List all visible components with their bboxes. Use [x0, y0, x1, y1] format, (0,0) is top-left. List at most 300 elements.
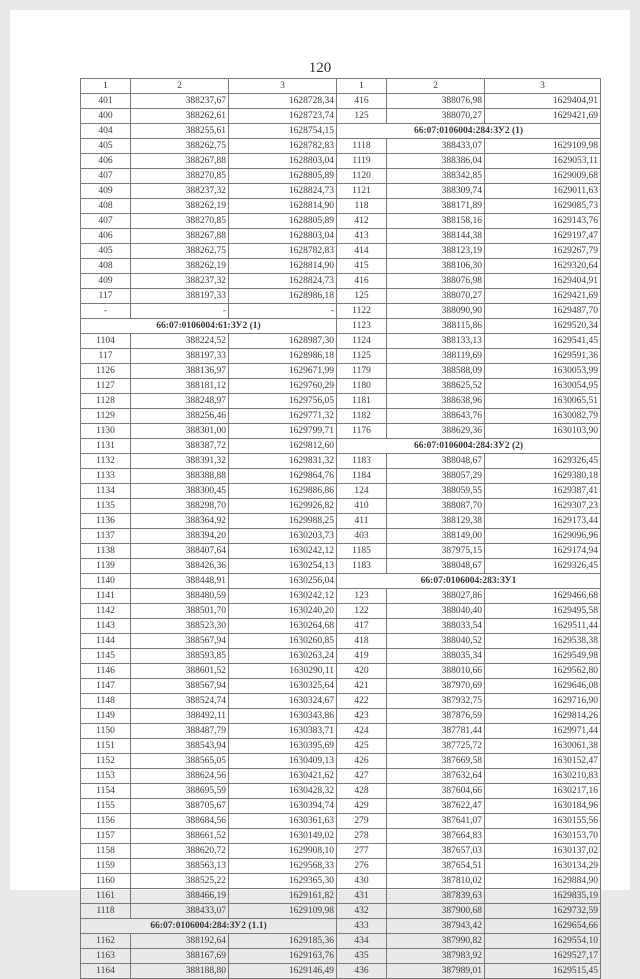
coord-y: 1630361,63 — [229, 814, 337, 829]
point-number: 403 — [337, 529, 387, 544]
point-number: 1182 — [337, 409, 387, 424]
point-number: 1159 — [81, 859, 131, 874]
point-number: 420 — [337, 664, 387, 679]
coord-x: 388192,64 — [131, 934, 229, 949]
coord-x: 388237,32 — [131, 184, 229, 199]
point-number: 1176 — [337, 424, 387, 439]
coord-y: 1629831,32 — [229, 454, 337, 469]
coord-y: 1629326,45 — [485, 454, 601, 469]
coord-x: 388076,98 — [387, 94, 485, 109]
coord-y: 1629511,44 — [485, 619, 601, 634]
coord-y: 1628805,89 — [229, 169, 337, 184]
coord-y: 1629404,91 — [485, 274, 601, 289]
point-number: 1145 — [81, 649, 131, 664]
coord-x: 388256,46 — [131, 409, 229, 424]
point-number: 1184 — [337, 469, 387, 484]
coord-x: 388629,36 — [387, 424, 485, 439]
coord-y: 1629771,32 — [229, 409, 337, 424]
coord-x: 388643,76 — [387, 409, 485, 424]
coord-x: 388115,86 — [387, 319, 485, 334]
coord-x: 388059,55 — [387, 484, 485, 499]
point-number: 1161 — [81, 889, 131, 904]
coord-x: 388188,80 — [131, 964, 229, 979]
point-number: 278 — [337, 829, 387, 844]
coord-y: 1629926,82 — [229, 499, 337, 514]
coord-x: - — [131, 304, 229, 319]
table-row — [81, 889, 601, 904]
coord-x: 388248,97 — [131, 394, 229, 409]
point-number: 1132 — [81, 454, 131, 469]
table-row — [81, 454, 601, 469]
point-number: 425 — [337, 739, 387, 754]
coord-x: 388040,40 — [387, 604, 485, 619]
coord-y: 1630383,71 — [229, 724, 337, 739]
coord-x: 387839,63 — [387, 889, 485, 904]
point-number: 1118 — [81, 904, 131, 919]
coord-y: 1630395,69 — [229, 739, 337, 754]
section-heading: 66:07:0106004:284:ЗУ2 (1) — [337, 124, 601, 139]
coord-y: 1630053,99 — [485, 364, 601, 379]
point-number: 406 — [81, 229, 131, 244]
coord-y: 1630137,02 — [485, 844, 601, 859]
coord-x: 388624,56 — [131, 769, 229, 784]
coord-y: 1629161,82 — [229, 889, 337, 904]
coord-y: 1628803,04 — [229, 154, 337, 169]
coord-x: 388237,32 — [131, 274, 229, 289]
point-number: 1140 — [81, 574, 131, 589]
point-number: 418 — [337, 634, 387, 649]
coord-y: 1630242,12 — [229, 589, 337, 604]
coord-x: 388048,67 — [387, 454, 485, 469]
point-number: 433 — [337, 919, 387, 934]
table-row — [81, 784, 601, 799]
coord-x: 388567,94 — [131, 634, 229, 649]
point-number: 400 — [81, 109, 131, 124]
coord-x: 387641,07 — [387, 814, 485, 829]
coord-y: 1629365,30 — [229, 874, 337, 889]
coord-x: 388588,09 — [387, 364, 485, 379]
coord-x: 387725,72 — [387, 739, 485, 754]
table-row — [81, 109, 601, 124]
point-number: 413 — [337, 229, 387, 244]
coord-y: 1629380,18 — [485, 469, 601, 484]
coord-x: 387900,68 — [387, 904, 485, 919]
table-row — [81, 124, 601, 139]
coord-x: 388262,19 — [131, 199, 229, 214]
coord-x: 388300,45 — [131, 484, 229, 499]
table-row — [81, 154, 601, 169]
coord-x: 388262,75 — [131, 244, 229, 259]
coord-y: 1629760,29 — [229, 379, 337, 394]
coord-x: 388601,52 — [131, 664, 229, 679]
coord-y: 1629908,10 — [229, 844, 337, 859]
coord-x: 388262,19 — [131, 259, 229, 274]
coord-x: 388466,19 — [131, 889, 229, 904]
point-number: 435 — [337, 949, 387, 964]
point-number: 434 — [337, 934, 387, 949]
point-number: 407 — [81, 169, 131, 184]
coord-x: 388076,98 — [387, 274, 485, 289]
table-row — [81, 139, 601, 154]
coord-y: 1630065,51 — [485, 394, 601, 409]
coord-x: 388087,70 — [387, 499, 485, 514]
coord-y: 1629421,69 — [485, 109, 601, 124]
coord-y: 1629307,23 — [485, 499, 601, 514]
coord-x: 388119,69 — [387, 349, 485, 364]
coord-y: 1630217,16 — [485, 784, 601, 799]
coord-y: 1628723,74 — [229, 109, 337, 124]
coord-y: 1630203,73 — [229, 529, 337, 544]
coord-y: 1630134,29 — [485, 859, 601, 874]
document-page — [10, 10, 630, 976]
coord-y: 1629554,10 — [485, 934, 601, 949]
coord-x: 388123,19 — [387, 244, 485, 259]
point-number: 1118 — [337, 139, 387, 154]
coord-x: 388262,61 — [131, 109, 229, 124]
table-row — [81, 214, 601, 229]
coord-y: 1630409,13 — [229, 754, 337, 769]
coord-x: 388695,59 — [131, 784, 229, 799]
coord-y: 1628986,18 — [229, 349, 337, 364]
table-row — [81, 829, 601, 844]
point-number: 401 — [81, 94, 131, 109]
coord-x: 388638,96 — [387, 394, 485, 409]
table-row — [81, 304, 601, 319]
coord-y: 1629421,69 — [485, 289, 601, 304]
coord-x: 388407,64 — [131, 544, 229, 559]
table-row — [81, 274, 601, 289]
coord-x: 388661,52 — [131, 829, 229, 844]
point-number: 1129 — [81, 409, 131, 424]
coord-x: 388224,52 — [131, 334, 229, 349]
coord-x: 387932,75 — [387, 694, 485, 709]
coord-y: 1630324,67 — [229, 694, 337, 709]
table-row — [81, 634, 601, 649]
point-number: 1183 — [337, 454, 387, 469]
point-number: 429 — [337, 799, 387, 814]
coord-y: 1630184,96 — [485, 799, 601, 814]
point-number: 423 — [337, 709, 387, 724]
coord-x: 388133,13 — [387, 334, 485, 349]
coord-x: 387664,83 — [387, 829, 485, 844]
coord-x: 388149,00 — [387, 529, 485, 544]
point-number: 1183 — [337, 559, 387, 574]
point-number: 1158 — [81, 844, 131, 859]
coord-y: 1629646,08 — [485, 679, 601, 694]
coord-y: 1628805,89 — [229, 214, 337, 229]
coord-x: 388033,54 — [387, 619, 485, 634]
table-row — [81, 934, 601, 949]
table-row — [81, 349, 601, 364]
coord-y: 1629562,80 — [485, 664, 601, 679]
table-row — [81, 544, 601, 559]
point-number: 422 — [337, 694, 387, 709]
point-number: 1162 — [81, 934, 131, 949]
point-number: 408 — [81, 259, 131, 274]
coord-y: 1629812,60 — [229, 439, 337, 454]
point-number: 1104 — [81, 334, 131, 349]
point-number: 1152 — [81, 754, 131, 769]
coord-x: 387657,03 — [387, 844, 485, 859]
page-number: 120 — [308, 60, 332, 76]
point-number: 405 — [81, 139, 131, 154]
section-heading: 66:07:0106004:284:ЗУ2 (2) — [337, 439, 601, 454]
point-number: 1128 — [81, 394, 131, 409]
coord-y: 1629835,19 — [485, 889, 601, 904]
coord-y: 1629520,34 — [485, 319, 601, 334]
coord-y: 1629864,76 — [229, 469, 337, 484]
coord-x: 388480,59 — [131, 589, 229, 604]
point-number: 424 — [337, 724, 387, 739]
table-row — [81, 769, 601, 784]
coord-y: 1630254,13 — [229, 559, 337, 574]
table-row — [81, 919, 601, 934]
table-row — [81, 334, 601, 349]
table-row — [81, 379, 601, 394]
point-number: 1133 — [81, 469, 131, 484]
point-number: 124 — [337, 484, 387, 499]
coord-y: 1628814,90 — [229, 199, 337, 214]
coord-y: 1628782,83 — [229, 244, 337, 259]
coord-x: 388524,74 — [131, 694, 229, 709]
point-number: 1180 — [337, 379, 387, 394]
coord-x: 388593,85 — [131, 649, 229, 664]
point-number: 1157 — [81, 829, 131, 844]
table-row — [81, 484, 601, 499]
point-number: 279 — [337, 814, 387, 829]
coord-x: 388684,56 — [131, 814, 229, 829]
coord-y: 1630103,90 — [485, 424, 601, 439]
coord-x: 388298,70 — [131, 499, 229, 514]
point-number: 421 — [337, 679, 387, 694]
point-number: 1185 — [337, 544, 387, 559]
point-number: 1160 — [81, 874, 131, 889]
coord-y: 1629466,68 — [485, 589, 601, 604]
coord-y: 1630256,04 — [229, 574, 337, 589]
coord-x: 388448,91 — [131, 574, 229, 589]
coord-x: 388565,05 — [131, 754, 229, 769]
coord-y: 1630394,74 — [229, 799, 337, 814]
coord-x: 388035,34 — [387, 649, 485, 664]
table-row — [81, 709, 601, 724]
coord-x: 388563,13 — [131, 859, 229, 874]
coord-y: 1629011,63 — [485, 184, 601, 199]
table-row — [81, 964, 601, 979]
point-number: 117 — [81, 289, 131, 304]
table-row — [81, 814, 601, 829]
coord-y: 1629799,71 — [229, 424, 337, 439]
coord-y: 1629716,90 — [485, 694, 601, 709]
coord-x: 388309,74 — [387, 184, 485, 199]
coord-y: 1629326,45 — [485, 559, 601, 574]
table-row — [81, 514, 601, 529]
point-number: 1139 — [81, 559, 131, 574]
coord-y: 1628814,90 — [229, 259, 337, 274]
coord-x: 388255,61 — [131, 124, 229, 139]
coord-y: 1629884,90 — [485, 874, 601, 889]
coord-x: 388262,75 — [131, 139, 229, 154]
coord-y: 1629568,33 — [229, 859, 337, 874]
coord-y: 1630240,20 — [229, 604, 337, 619]
table-row — [81, 559, 601, 574]
coord-y: 1628782,83 — [229, 139, 337, 154]
point-number: 427 — [337, 769, 387, 784]
point-number: 412 — [337, 214, 387, 229]
coord-x: 388270,85 — [131, 214, 229, 229]
point-number: 1163 — [81, 949, 131, 964]
coord-y: 1629495,58 — [485, 604, 601, 619]
point-number: 1141 — [81, 589, 131, 604]
coord-x: 388523,30 — [131, 619, 229, 634]
table-row — [81, 499, 601, 514]
point-number: 416 — [337, 94, 387, 109]
coord-y: 1629538,38 — [485, 634, 601, 649]
coord-y: 1630325,64 — [229, 679, 337, 694]
table-row — [81, 844, 601, 859]
point-number: - — [81, 304, 131, 319]
coord-y: 1629654,66 — [485, 919, 601, 934]
point-number: 410 — [337, 499, 387, 514]
coord-x: 388426,36 — [131, 559, 229, 574]
table-row — [81, 424, 601, 439]
coord-x: 388144,38 — [387, 229, 485, 244]
point-number: 1121 — [337, 184, 387, 199]
coord-x: 388501,70 — [131, 604, 229, 619]
point-number: 1135 — [81, 499, 131, 514]
table-row — [81, 364, 601, 379]
point-number: 404 — [81, 124, 131, 139]
coord-x: 388090,90 — [387, 304, 485, 319]
coord-y: 1629732,59 — [485, 904, 601, 919]
coord-y: 1629053,11 — [485, 154, 601, 169]
point-number: 122 — [337, 604, 387, 619]
point-number: 1134 — [81, 484, 131, 499]
coord-x: 388267,88 — [131, 229, 229, 244]
coord-x: 388167,69 — [131, 949, 229, 964]
column-header: 2 — [387, 79, 485, 94]
coord-y: 1629487,70 — [485, 304, 601, 319]
point-number: 1147 — [81, 679, 131, 694]
point-number: 414 — [337, 244, 387, 259]
column-header: 2 — [131, 79, 229, 94]
coord-y: 1629527,17 — [485, 949, 601, 964]
column-header: 3 — [229, 79, 337, 94]
table-row — [81, 229, 601, 244]
coord-y: 1629541,45 — [485, 334, 601, 349]
point-number: 1125 — [337, 349, 387, 364]
coordinates-table-body — [81, 79, 601, 979]
table-row — [81, 649, 601, 664]
coord-y: 1630242,12 — [229, 544, 337, 559]
coord-y: 1628986,18 — [229, 289, 337, 304]
point-number: 416 — [337, 274, 387, 289]
coord-y: 1629404,91 — [485, 94, 601, 109]
point-number: 1154 — [81, 784, 131, 799]
point-number: 118 — [337, 199, 387, 214]
point-number: 1156 — [81, 814, 131, 829]
point-number: 276 — [337, 859, 387, 874]
coord-x: 388158,16 — [387, 214, 485, 229]
table-row — [81, 724, 601, 739]
coord-y: 1630260,85 — [229, 634, 337, 649]
coord-x: 387669,58 — [387, 754, 485, 769]
table-header-row — [81, 79, 601, 94]
coord-x: 388625,52 — [387, 379, 485, 394]
coord-x: 388010,66 — [387, 664, 485, 679]
coord-y: 1629185,36 — [229, 934, 337, 949]
column-header: 3 — [485, 79, 601, 94]
table-row — [81, 169, 601, 184]
point-number: 1126 — [81, 364, 131, 379]
point-number: 419 — [337, 649, 387, 664]
point-number: 1181 — [337, 394, 387, 409]
coord-y: 1629671,99 — [229, 364, 337, 379]
coord-y: 1630149,02 — [229, 829, 337, 844]
coord-x: 388620,72 — [131, 844, 229, 859]
coord-x: 388364,92 — [131, 514, 229, 529]
coord-x: 387970,69 — [387, 679, 485, 694]
coord-y: 1628824,73 — [229, 274, 337, 289]
coord-y: 1630054,95 — [485, 379, 601, 394]
table-row — [81, 529, 601, 544]
table-row — [81, 319, 601, 334]
coord-x: 388388,88 — [131, 469, 229, 484]
coord-y: 1628987,30 — [229, 334, 337, 349]
coord-x: 388543,94 — [131, 739, 229, 754]
point-number: 408 — [81, 199, 131, 214]
coord-y: 1630290,11 — [229, 664, 337, 679]
coord-x: 388171,89 — [387, 199, 485, 214]
coord-y: 1630428,32 — [229, 784, 337, 799]
table-row — [81, 694, 601, 709]
coord-x: 388342,85 — [387, 169, 485, 184]
coord-x: 387654,51 — [387, 859, 485, 874]
coord-x: 388433,07 — [131, 904, 229, 919]
point-number: 1149 — [81, 709, 131, 724]
table-row — [81, 394, 601, 409]
coord-y: 1629515,45 — [485, 964, 601, 979]
coord-y: 1629163,76 — [229, 949, 337, 964]
point-number: 1143 — [81, 619, 131, 634]
table-row — [81, 619, 601, 634]
point-number: 1123 — [337, 319, 387, 334]
coord-x: 388301,00 — [131, 424, 229, 439]
point-number: 1130 — [81, 424, 131, 439]
point-number: 117 — [81, 349, 131, 364]
point-number: 277 — [337, 844, 387, 859]
coord-y: 1629085,73 — [485, 199, 601, 214]
coord-x: 388387,72 — [131, 439, 229, 454]
coord-x: 387943,42 — [387, 919, 485, 934]
point-number: 431 — [337, 889, 387, 904]
coord-x: 388070,27 — [387, 109, 485, 124]
coord-x: 387632,64 — [387, 769, 485, 784]
point-number: 125 — [337, 289, 387, 304]
coord-y: 1629197,47 — [485, 229, 601, 244]
point-number: 430 — [337, 874, 387, 889]
table-row — [81, 94, 601, 109]
point-number: 1142 — [81, 604, 131, 619]
point-number: 1151 — [81, 739, 131, 754]
coord-x: 387990,82 — [387, 934, 485, 949]
point-number: 405 — [81, 244, 131, 259]
coord-y: 1630153,70 — [485, 829, 601, 844]
coord-y: 1630421,62 — [229, 769, 337, 784]
coord-y: 1630210,83 — [485, 769, 601, 784]
table-row — [81, 409, 601, 424]
coord-x: 387810,02 — [387, 874, 485, 889]
point-number: 1144 — [81, 634, 131, 649]
